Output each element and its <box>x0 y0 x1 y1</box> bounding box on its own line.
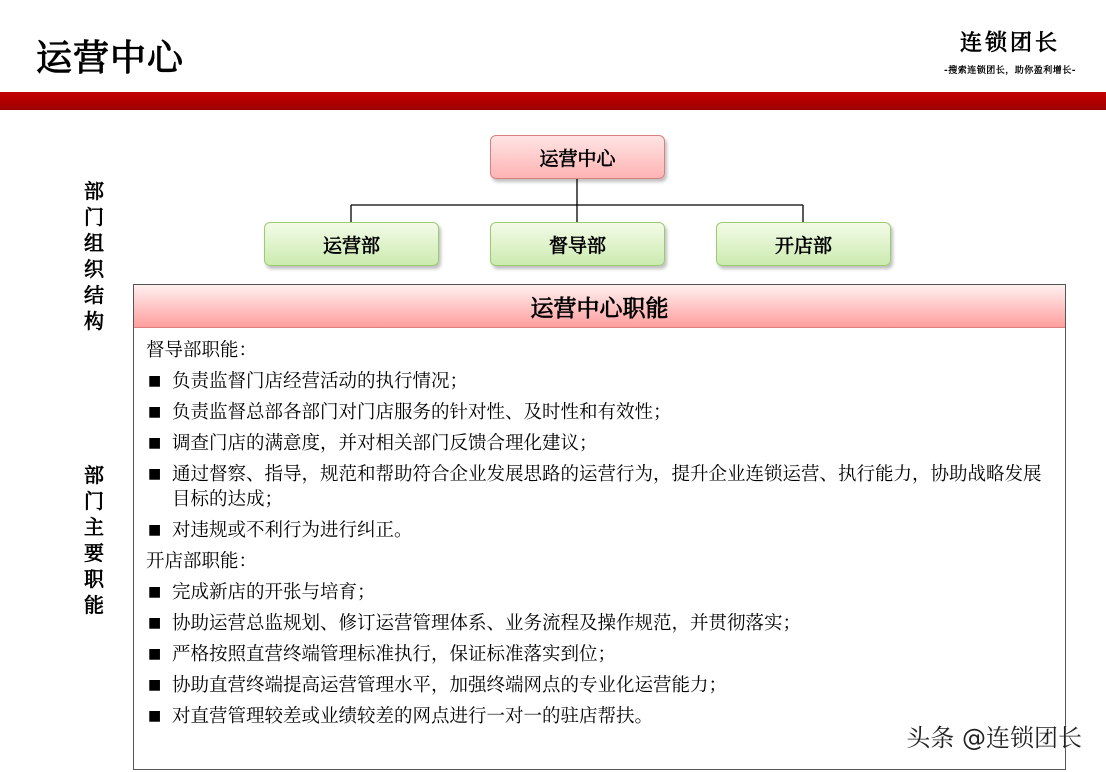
bullet-square-icon: ■ <box>148 466 162 482</box>
bullet-square-icon: ■ <box>148 404 162 420</box>
brand-name: 连锁团长 <box>960 30 1061 56</box>
bullet-square-icon: ■ <box>148 522 162 538</box>
watermark-text: 头条 @连锁团长 <box>906 724 1082 752</box>
duties-panel <box>133 284 1066 770</box>
list-item-text: 负责监督总部各部门对门店服务的针对性、及时性和有效性； <box>172 402 672 423</box>
list-item-text: 对直营管理较差或业绩较差的网点进行一对一的驻店帮扶。 <box>172 706 654 727</box>
list-item-text: 协助直营终端提高运营管理水平，加强终端网点的专业化运营能力； <box>172 675 728 696</box>
list-item <box>146 366 1055 397</box>
list-item <box>146 515 1055 546</box>
list-item <box>146 639 1055 670</box>
duties-title: 运营中心职能 <box>134 285 1065 328</box>
section-heading-store-opening: 开店部职能： <box>146 551 258 572</box>
duties-body <box>134 328 1065 732</box>
bullet-square-icon: ■ <box>148 435 162 451</box>
list-item-text: 通过督察、指导，规范和帮助符合企业发展思路的运营行为，提升企业连锁运营、执行能力，协助战略发展目标的达成； <box>172 464 1042 510</box>
brand-slogan: -搜索连锁团长，助你盈利增长- <box>944 66 1076 76</box>
bullet-square-icon: ■ <box>148 584 162 600</box>
bullet-square-icon: ■ <box>148 677 162 693</box>
list-item <box>146 670 1055 701</box>
side-label-structure: 部门组织结构 <box>84 179 104 333</box>
bullet-square-icon: ■ <box>148 373 162 389</box>
list-item <box>146 459 1055 515</box>
list-item-text: 调查门店的满意度，并对相关部门反馈合理化建议； <box>172 433 598 454</box>
bullet-square-icon: ■ <box>148 708 162 724</box>
org-node-operations-dept: 运营部 <box>264 222 439 266</box>
list-item <box>146 608 1055 639</box>
list-item-text: 负责监督门店经营活动的执行情况； <box>172 371 469 392</box>
list-item <box>146 577 1055 608</box>
org-node-store-opening-dept: 开店部 <box>716 222 891 266</box>
list-item <box>146 397 1055 428</box>
list-item-text: 完成新店的开张与培育； <box>172 582 376 603</box>
bullet-square-icon: ■ <box>148 646 162 662</box>
list-item-text: 协助运营总监规划、修订运营管理体系、业务流程及操作规范，并贯彻落实； <box>172 613 802 634</box>
list-item <box>146 428 1055 459</box>
list-item-text: 对违规或不利行为进行纠正。 <box>172 520 413 541</box>
page-title: 运营中心 <box>36 38 185 79</box>
org-node-operations-center: 运营中心 <box>490 135 665 179</box>
org-node-supervision-dept: 督导部 <box>490 222 665 266</box>
bullet-square-icon: ■ <box>148 615 162 631</box>
side-label-duties: 部门主要职能 <box>84 463 104 617</box>
section-heading-supervision: 督导部职能： <box>146 340 258 361</box>
list-item-text: 严格按照直营终端管理标准执行，保证标准落实到位； <box>172 644 617 665</box>
